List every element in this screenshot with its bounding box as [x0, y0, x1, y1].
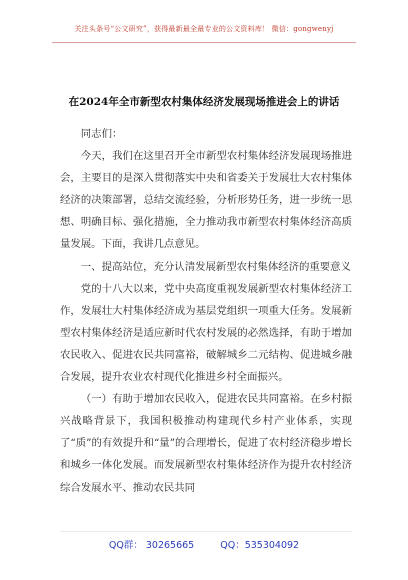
salutation: 同志们：	[80, 128, 123, 140]
header-banner: 关注头条号“公文研究”，获得最新最全最专业的公文资料库！ 微信：gongwenyj	[74, 25, 334, 33]
document-title: 在2024年全市新型农村集体经济发展现场推进会上的讲话	[68, 96, 340, 108]
body-paragraph: 党的十八大以来，党中央高度重视发展新型农村集体经济工作，发展壮大村集体经济成为基层党组织一项重大任务。发展新型农村集体经济是适应新时代农村发展的必然选择，有助于增加农民收入、促进农民共同富裕，破解城乡二元结构、促进城乡融合发展，提升农业农村现代化推进乡村全面振兴。	[60, 282, 352, 384]
document-body	[60, 123, 352, 499]
body-paragraph: （一）有助于增加农民收入，促进农民共同富裕。在乡村振兴战略背景下，我国积极推动构建现代乡村产业体系，实现了“质”的有效提升和“量”的合理增长，促进了农村经济稳步增长和城乡一体化发展。而发展新型农村集体经济作为提升农村经济综合发展水平、推动农民共同	[60, 393, 352, 494]
qq-number: QQ：535304092	[220, 540, 300, 551]
body-paragraph: 今天，我们在这里召开全市新型农村集体经济发展现场推进会，主要目的是深入贯彻落实中央和省委关于发展壮大农村集体经济的决策部署，总结交流经验，分析形势任务，进一步统一思想、明确目标、强化措施，全力推动我市新型农村集体经济高质量发展。下面，我讲几点意见。	[60, 150, 352, 251]
footer-divider	[60, 531, 352, 532]
header-divider	[52, 42, 356, 43]
footer-contact	[0, 537, 408, 551]
qq-group-number: QQ群： 30265665	[108, 540, 195, 551]
section-heading: 一、提高站位，充分认清发展新型农村集体经济的重要意义	[80, 260, 351, 273]
